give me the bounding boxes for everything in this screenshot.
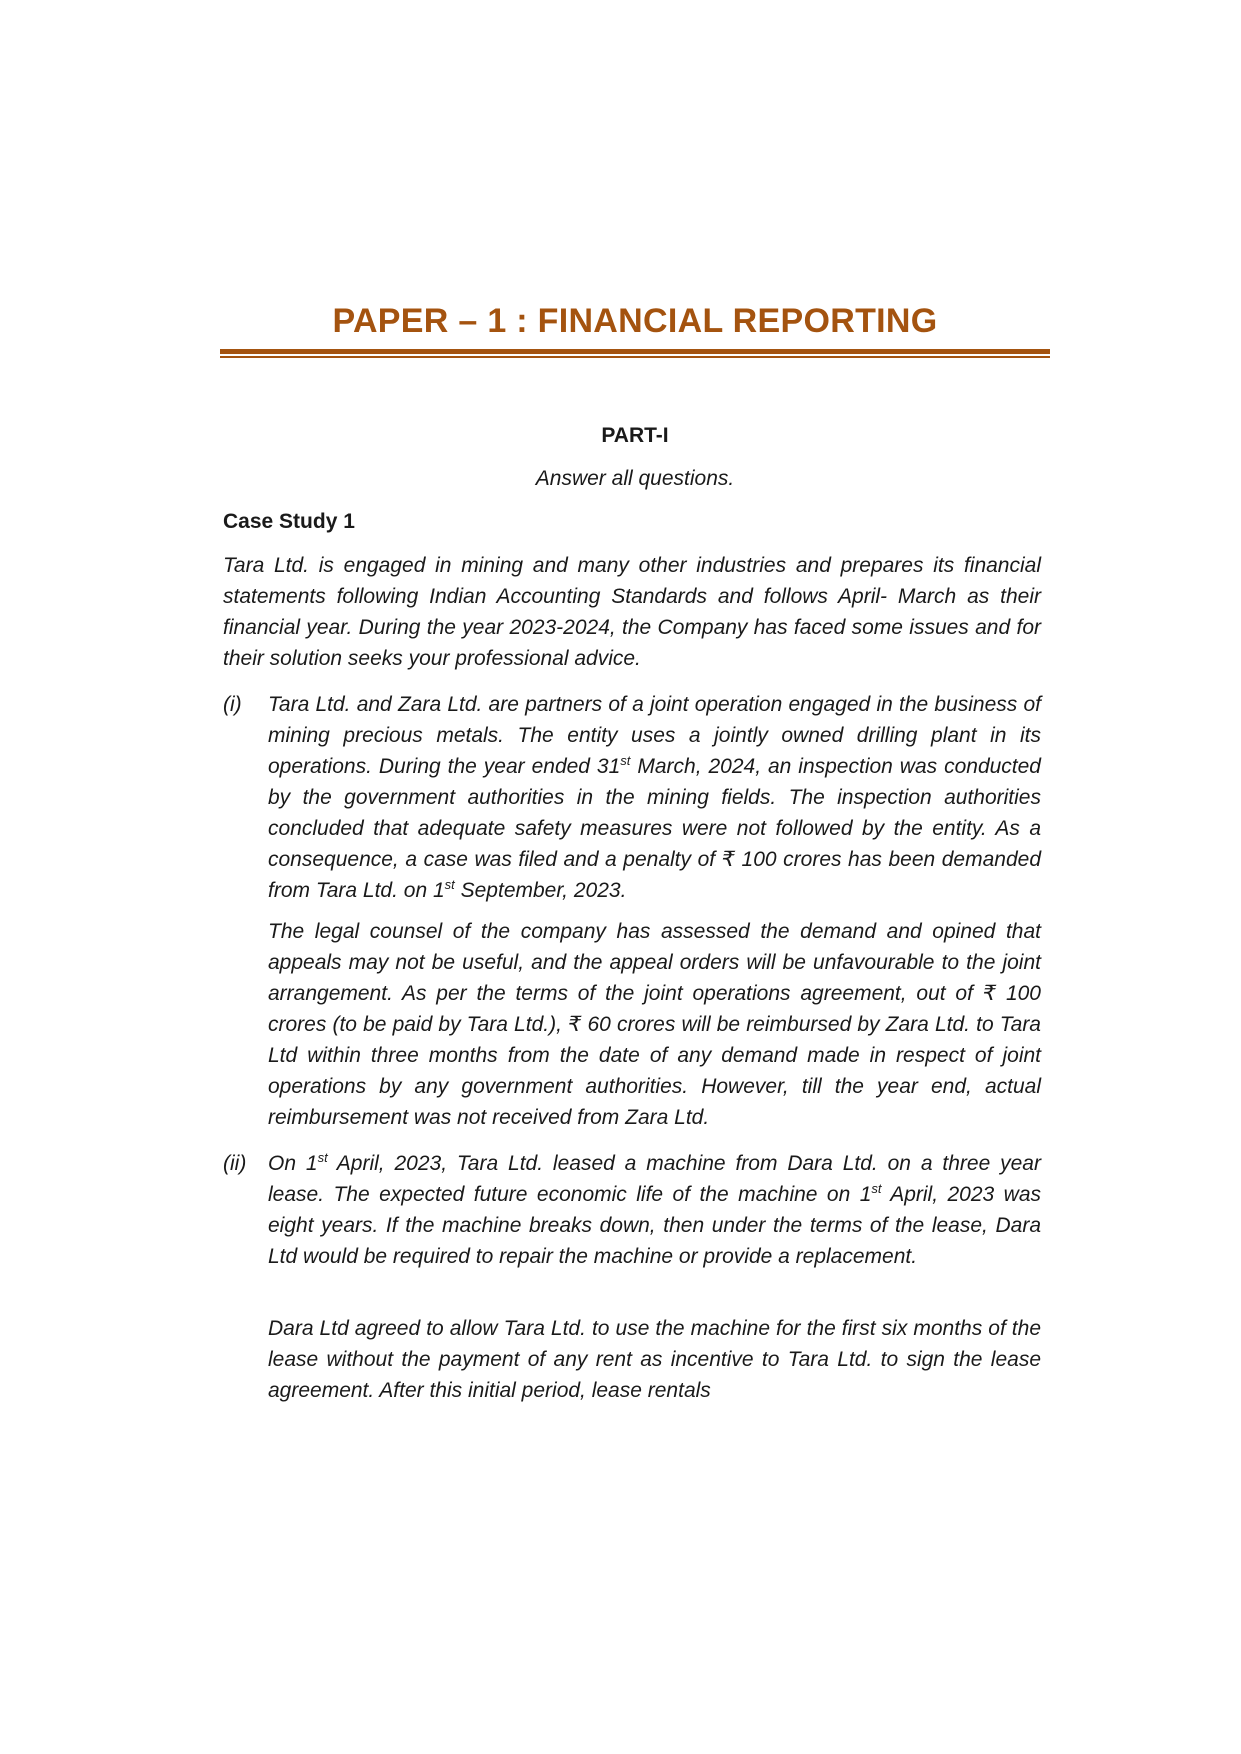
- item-2-paragraph-1: [268, 1148, 1041, 1272]
- item-1-paragraph-2: The legal counsel of the company has assessed the demand and opined that appeals may not be useful, and the appeal orders will be unfavourable to the joint arrangement. As per the terms of the joint operations agreement, out of ₹ 100 crores (to be paid by Tara Ltd.), ₹ 60 crores will be reimbursed by Zara Ltd. to Tara Ltd within three months from the date of any demand made in respect of joint operations by any government authorities. However, till the year end, actual reimbursement was not received from Zara Ltd.: [268, 920, 1041, 1129]
- item-1-paragraph-1: [268, 689, 1041, 906]
- item-marker: (i): [223, 693, 242, 716]
- text-run: March, 2024, an inspection was conducted by the government authorities in the mining fields. The inspection authorities concluded that adequate safety measures were not followed by the entity. As a consequence, a case was filed and a penalty of ₹ 100 crores has been demanded from Tara Ltd. on 1: [268, 755, 1041, 902]
- instruction-text: Answer all questions.: [535, 467, 735, 490]
- text-run: April, 2023 was eight years. If the machine breaks down, then under the terms of the lease, Dara Ltd would be required to repair the machine or provide a replacement.: [268, 1183, 1041, 1268]
- superscript: st: [317, 1150, 328, 1165]
- title-underline-thick: [220, 349, 1050, 354]
- superscript: st: [871, 1181, 882, 1196]
- case-study-intro: Tara Ltd. is engaged in mining and many other industries and prepares its financial statements following Indian Accounting Standards and follows April- March as their financial year. During the year 2023-2024, the Company has faced some issues and for their solution seeks your professional advice.: [223, 554, 1041, 670]
- case-study-title: Case Study 1: [223, 510, 355, 533]
- superscript: st: [444, 877, 455, 892]
- text-run: On 1: [268, 1152, 318, 1175]
- text-run: Tara Ltd. and Zara Ltd. are partners of a joint operation engaged in the business of mining precious metals. The entity uses a jointly owned drilling plant in its operations. During the year ended 31: [268, 693, 1041, 778]
- title-underline-thin: [220, 356, 1050, 358]
- text-run: April, 2023, Tara Ltd. leased a machine from Dara Ltd. on a three year lease. The expected future economic life of the machine on 1: [268, 1152, 1041, 1206]
- item-marker: (ii): [223, 1152, 247, 1175]
- part-heading: PART-I: [601, 424, 669, 447]
- text-run: September, 2023.: [454, 879, 627, 902]
- superscript: st: [620, 753, 631, 768]
- paper-title: PAPER – 1 : FINANCIAL REPORTING: [332, 302, 938, 340]
- item-2-paragraph-2: Dara Ltd agreed to allow Tara Ltd. to use the machine for the first six months of the lease without the payment of any rent as incentive to Tara Ltd. to sign the lease agreement. After this initial period, lease rentals: [268, 1317, 1041, 1402]
